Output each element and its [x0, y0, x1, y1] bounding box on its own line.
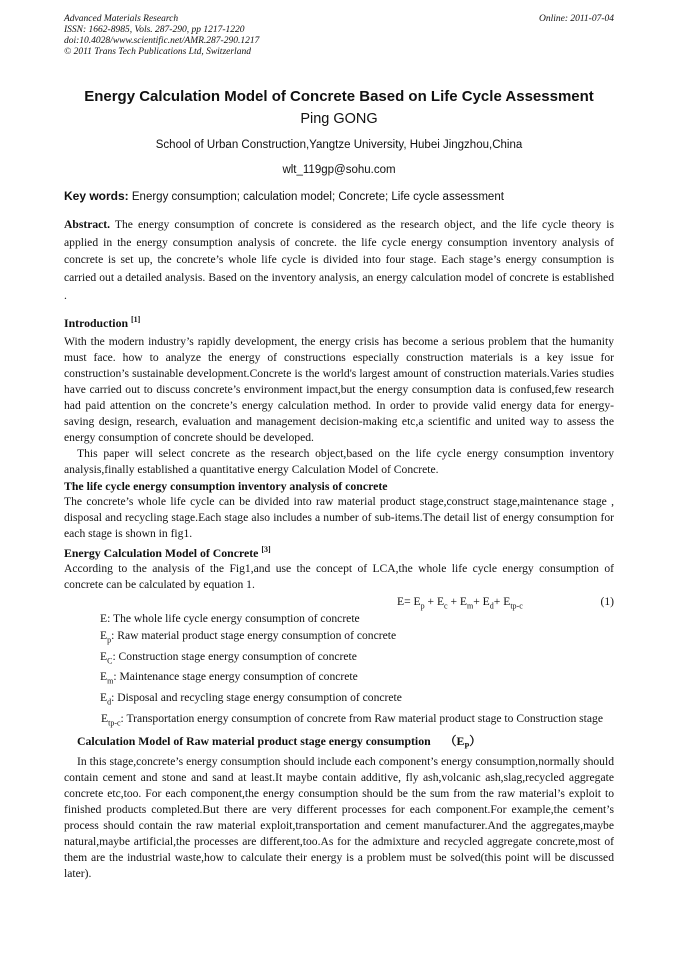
- author-email: wlt_119gp@sohu.com: [282, 164, 396, 176]
- eq-lhs: E= E: [397, 595, 421, 609]
- issn-line: ISSN: 1662-8985, Vols. 287-290, pp 1217-1220: [64, 25, 245, 35]
- equation-1: [64, 593, 614, 611]
- equation-definitions: [64, 611, 614, 732]
- intro-heading: [64, 312, 614, 331]
- def-em-sub: m: [107, 676, 114, 686]
- copyright-line: © 2011 Trans Tech Publications Ltd, Switzerland: [64, 47, 251, 57]
- model-heading-text: Energy Calculation Model of Concrete: [64, 546, 259, 561]
- intro-ref: [1]: [130, 314, 141, 324]
- raw-paragraph: In this stage,concrete’s energy consumption should include each component’s energy consumption,normally should contain cement and stone and sand at least.It maybe contain additive, fly ash,volcanic ash,slag,recycled aggregate concrete etc,too. For each component,the energy consumption should be the sum from the raw material’s exploit to finished products completed.But there are very different processes for each component.For example,the cement’s process should contain the raw material exploit,transportation and cement manufacturer.And the aggregates,maybe natural,maybe artificial,the processes are different,too.As for the admixture and recycled aggregate concrete,most of them are the industrial waste,how to calculate their energy is a problem must be solved(this point will be discussed later).: [64, 755, 614, 881]
- raw-sym-close: ）: [469, 733, 482, 748]
- raw-heading-text: Calculation Model of Raw material product stage energy consumption: [77, 733, 431, 748]
- eq-sub-tpc: tp-c: [510, 601, 523, 611]
- author-name: Ping GONG: [300, 111, 378, 127]
- eq-term-m: + E: [447, 595, 468, 609]
- model-paragraph: According to the analysis of the Fig1,and use the concept of LCA,the whole life cycle energy consumption of concrete can be calculated by equation 1.: [64, 562, 614, 592]
- intro-paragraph-2: This paper will select concrete as the research object,based on the life cycle energy consumption inventory analysis,finally established a quantitative energy Calculation Model of Concrete.: [64, 447, 614, 477]
- model-ref: [3]: [261, 545, 271, 555]
- paper-title: Energy Calculation Model of Concrete Based on Life Cycle Assessment: [84, 88, 594, 105]
- affiliation: School of Urban Construction,Yangtze University, Hubei Jingzhou,China: [155, 139, 523, 151]
- def-e: E: The whole life cycle energy consumption of concrete: [100, 612, 360, 626]
- raw-heading: [64, 733, 614, 754]
- def-ep: [100, 628, 614, 649]
- def-ec-sym: E: [100, 649, 108, 663]
- eq-sub-p: p: [420, 601, 425, 611]
- abstract-text: The energy consumption of concrete is considered as the research object, and the life cycle theory is applied in the energy consumption analysis of concrete. the life cycle energy consumption inventory analysis of concrete is set up, the concrete’s whole life cycle is divided into four stage. Each stage’s energy consumption is carried out a detailed analysis. Based on the inventory analysis, an energy calculation model of concrete is established .: [64, 218, 614, 302]
- def-ec-text: : Construction stage energy consumption of concrete: [112, 649, 357, 663]
- model-heading: [64, 542, 614, 561]
- raw-heading-symbol: [444, 733, 482, 751]
- def-ec-sub: C: [107, 655, 113, 665]
- def-em-sym: E: [100, 670, 108, 684]
- abstract-label: Abstract.: [64, 218, 111, 231]
- keywords-text: Energy consumption; calculation model; Concrete; Life cycle assessment: [131, 191, 504, 203]
- def-etpc: [100, 711, 614, 732]
- keywords: [64, 189, 614, 204]
- journal-name: Advanced Materials Research: [64, 14, 179, 24]
- def-etpc-sym: E: [101, 712, 109, 726]
- eq-term-d: + E: [473, 595, 490, 609]
- def-ed: [100, 690, 614, 711]
- def-etpc-text: : Transportation energy consumption of concrete from Raw material product stage to Construction stage: [120, 712, 603, 726]
- raw-sym-open: （E: [444, 733, 465, 748]
- def-ed-sym: E: [100, 691, 108, 705]
- def-ed-sub: d: [107, 697, 112, 707]
- inventory-heading: The life cycle energy consumption inventory analysis of concrete: [64, 479, 388, 494]
- intro-paragraph-1: With the modern industry’s rapidly development, the energy crisis has become a serious problem that the humanity must face. how to analyze the energy of constructions especially construction materials is a key issue for construction’s sustainable development.Concrete is the world's largest amount of construction materials.Varies studies have carried out to discuss concrete’s environment impact,but the energy consumption data is confused,few research had paid attention on the concrete’s energy calculation method. In order to provide valid energy data for energy-saving design, research, evaluation and management decision-making etc,a scientific and united way to assess the energy consumption of concrete should be developed.: [64, 335, 614, 445]
- def-ep-text: : Raw material product stage energy consumption of concrete: [111, 628, 397, 642]
- def-em-text: : Maintenance stage energy consumption of concrete: [113, 670, 358, 684]
- eq-sub-d: d: [489, 601, 494, 611]
- def-ep-sym: E: [100, 628, 108, 642]
- def-ed-text: : Disposal and recycling stage energy consumption of concrete: [111, 691, 402, 705]
- intro-heading-text: Introduction: [64, 315, 129, 330]
- def-etpc-sub: tp-c: [108, 718, 121, 728]
- eq-sub-c: c: [444, 601, 448, 611]
- def-em: [100, 669, 614, 690]
- journal-header: [64, 14, 614, 58]
- equation-number: (1): [600, 595, 614, 609]
- def-ep-sub: p: [107, 635, 112, 645]
- online-date: Online: 2011-07-04: [538, 14, 614, 24]
- abstract: [64, 216, 614, 305]
- eq-term-tpc: + E: [493, 595, 511, 609]
- def-etpc-label: [101, 711, 121, 732]
- inventory-paragraph: The concrete’s whole life cycle can be divided into raw material product stage,construct stage,maintenance stage , disposal and recycling stage.Each stage also includes a number of sub-items.The detail list of energy consumption for each stage is shown in fig1.: [64, 495, 614, 541]
- doi-line: doi:10.4028/www.scientific.net/AMR.287-290.1217: [64, 36, 260, 46]
- raw-sym-sub: P: [464, 741, 470, 751]
- keywords-label: Key words:: [64, 189, 129, 203]
- def-ec: [100, 649, 614, 670]
- eq-sub-m: m: [467, 601, 474, 611]
- eq-term-c: + E: [424, 595, 445, 609]
